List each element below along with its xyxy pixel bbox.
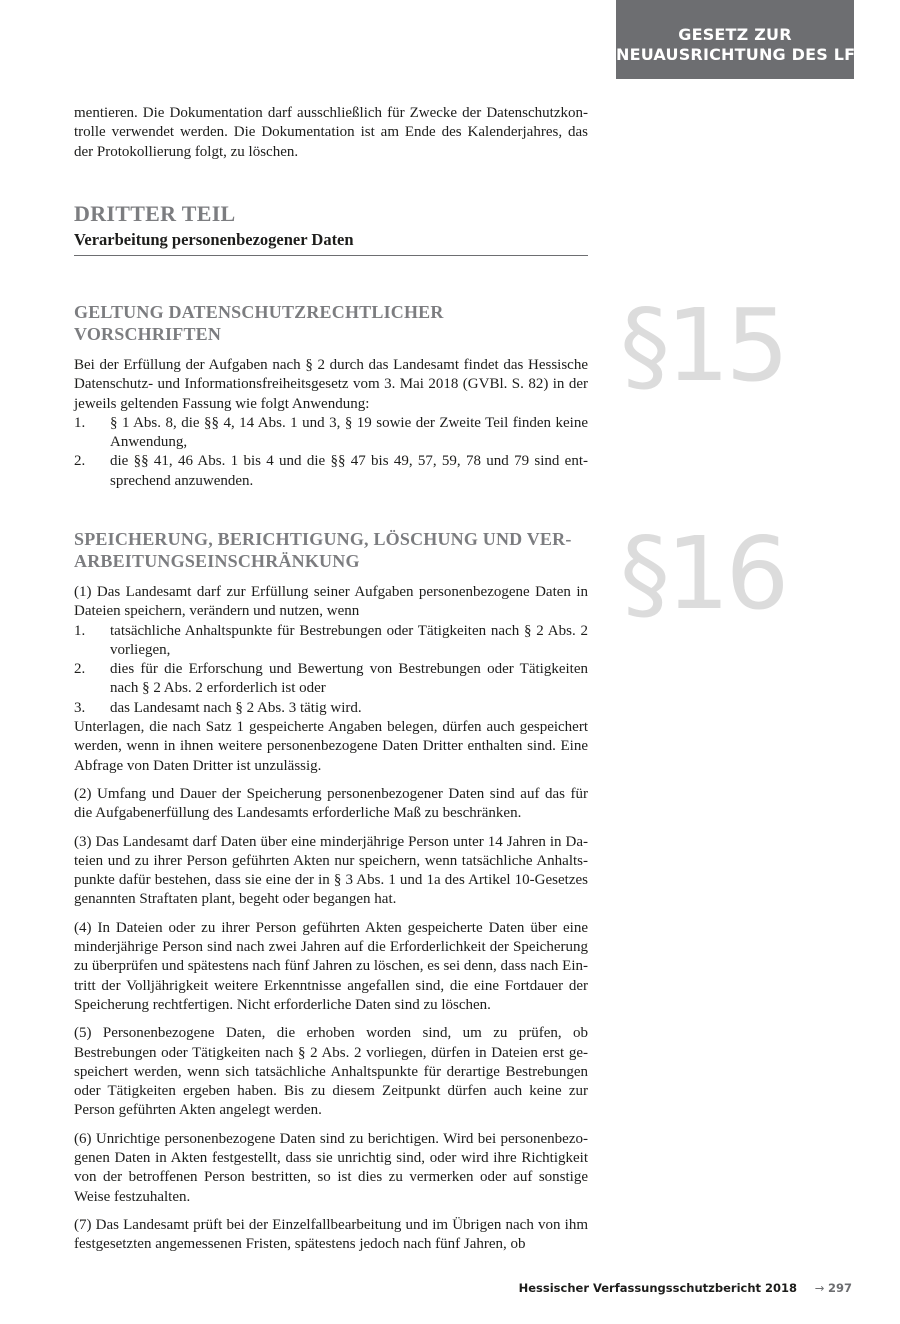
chapter-header-line-1: GESETZ ZUR [678, 25, 792, 44]
section-number-15: §15 [620, 287, 786, 404]
list-item-text: dies für die Erforschung und Bewertung von Bestrebungen oder Tätigkeiten nach § 2 Abs. 2 erforderlich ist oder [110, 661, 588, 697]
section-16-paragraph-3: (3) Das Landesamt darf Daten über eine minderjährige Person unter 14 Jahren in Dateien und zu ihrer Person geführten Akten nur speichern, wenn tatsächliche Anhaltspunkte dafür bestehen, dass sie eine der in § 3 Abs. 1 und 1a des Artikel 10-Gesetzes genannten Straftaten plant, begeht oder begangen hat. [74, 833, 588, 908]
section-15-list [74, 414, 588, 491]
intro-block [74, 104, 588, 162]
section-15 [74, 301, 588, 491]
list-item [74, 414, 588, 453]
footer-publication: Hessischer Verfassungsschutzbericht 2018 [518, 1281, 798, 1295]
section-16-after-list: Unterlagen, die nach Satz 1 gespeicherte Angaben belegen, dürfen auch gespeichert werden, wenn in ihnen weitere personenbezogene Daten Dritter enthalten sind. Eine Abfrage von Daten Dritter ist unzulässig. [74, 719, 588, 774]
chapter-header-line-2: NEUAUSRICHTUNG DES LFV [616, 45, 868, 64]
intro-paragraph: mentieren. Die Dokumentation darf ausschließlich für Zwecke der Datenschutzkontrolle verwendet werden. Die Dokumentation ist am Ende des Kalenderjahres, das der Protokollierung folgt, zu löschen. [74, 105, 588, 160]
list-item-text: § 1 Abs. 8, die §§ 4, 14 Abs. 1 und 3, § 19 sowie der Zweite Teil finden keine Anwendung, [110, 414, 588, 451]
part-title: DRITTER TEIL [74, 201, 236, 226]
list-item [74, 452, 588, 491]
section-16-paragraph-7: (7) Das Landesamt prüft bei der Einzelfallbearbeitung und im Übrigen nach von ihm festgesetzten angemessenen Fristen, spätestens jedoch nach fünf Jahren, ob [74, 1216, 588, 1253]
section-16-paragraph-2: (2) Umfang und Dauer der Speicherung personenbezogener Daten sind auf das für die Aufgabenerfüllung des Landesamts erforderliche Maß zu beschränken. [74, 785, 588, 822]
section-number-16: §16 [620, 515, 786, 632]
section-16-title: SPEICHERUNG, BERICHTIGUNG, LÖSCHUNG UND VERARBEITUNGSEINSCHRÄNKUNG [74, 529, 572, 571]
list-item-text: tatsächliche Anhaltspunkte für Bestrebungen oder Tätigkeiten nach § 2 Abs. 2 vorliegen, [110, 622, 588, 658]
section-15-title: GELTUNG DATENSCHUTZRECHTLICHER VORSCHRIFTEN [74, 302, 444, 344]
list-item-number: 2. [74, 453, 86, 470]
list-item [74, 622, 588, 661]
part-heading [74, 201, 588, 256]
list-item-number: 1. [74, 622, 86, 639]
section-16-paragraph-5: (5) Personenbezogene Daten, die erhoben worden sind, um zu prüfen, ob Bestrebungen oder Tätigkeiten nach § 2 Abs. 2 vorliegen, dürfen in Dateien erst gespeichert werden, wenn sich tatsächliche Anhaltspunkte für derartige Bestrebungen oder Tätigkeiten ergeben haben. Bis zu diesem Zeitpunkt dürfen auch keine zur Person geführten Akten angelegt werden. [74, 1025, 588, 1119]
part-subtitle: Verarbeitung personenbezogener Daten [74, 229, 588, 256]
list-item [74, 660, 588, 699]
list-item-number: 3. [74, 699, 86, 716]
arrow-right-icon: → [814, 1281, 825, 1295]
section-16-paragraph-6: (6) Unrichtige personenbezogene Daten sind zu berichtigen. Wird bei personenbezogenen Daten in Akten festgestellt, dass sie unrichtig sind, oder wird ihre Richtigkeit von der betroffenen Person bestritten, so ist dies zu vermerken oder auf sonstige Weise festzuhalten. [74, 1130, 588, 1205]
section-16-paragraph-4: (4) In Dateien oder zu ihrer Person geführten Akten gespeicherte Daten über eine minderjährige Person sind nach zwei Jahren auf die Erforderlichkeit der Speicherung zu überprüfen und spätestens nach fünf Jahren zu löschen, es sei denn, dass nach Eintritt der Volljährigkeit weitere Erkenntnisse angefallen sind, die eine Fortdauer der Speicherung rechtfertigen. Nicht erforderliche Daten sind zu löschen. [74, 919, 589, 1013]
section-16 [74, 528, 588, 1255]
list-item-number: 2. [74, 661, 86, 678]
list-item-text: das Landesamt nach § 2 Abs. 3 tätig wird. [110, 699, 362, 716]
list-item-number: 1. [74, 414, 86, 431]
page-number: 297 [827, 1281, 852, 1295]
section-15-lead: Bei der Erfüllung der Aufgaben nach § 2 durch das Landesamt findet das Hessische Datenschutz- und Informationsfreiheitsgesetz vom 3. Mai 2018 (GVBl. S. 82) in der jeweils geltenden Fassung wie folgt Anwendung: [74, 357, 588, 412]
page-footer [519, 1281, 852, 1295]
list-item [74, 699, 588, 718]
list-item-text: die §§ 41, 46 Abs. 1 bis 4 und die §§ 47 bis 49, 57, 59, 78 und 79 sind entsprechend anzuwenden. [110, 453, 588, 489]
section-16-lead: (1) Das Landesamt darf zur Erfüllung seiner Aufgaben personenbezogene Daten in Dateien speichern, verändern und nutzen, wenn [74, 584, 588, 620]
section-16-list [74, 622, 588, 718]
chapter-header-tab [616, 0, 868, 79]
